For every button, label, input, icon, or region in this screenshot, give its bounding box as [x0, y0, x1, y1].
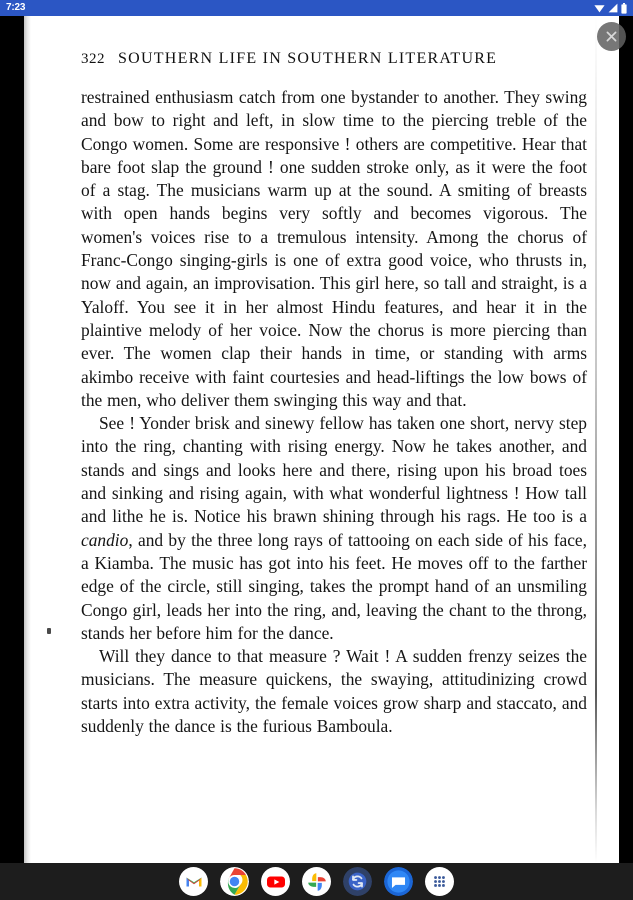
chrome-icon[interactable]	[220, 867, 249, 896]
page-text-content	[24, 16, 619, 738]
paragraph	[81, 412, 587, 645]
paragraph-lead-text: See ! Yonder brisk and sinewy fellow has taken one short, nervy step into the ring, chanting with rising energy. Now he takes another, and stands and sings and looks here and there, rising upon his broad toes and sinking and rising again, with what wonderful lightness ! How tall and lithe he is. Notice his brawn shining through his rags. He too is a	[81, 413, 587, 527]
document-viewport[interactable]	[0, 16, 633, 863]
app-dock	[0, 863, 633, 900]
wifi-icon	[594, 3, 605, 13]
paragraph-tail-text: , and by the three long rays of tattooing on each side of his face, a Kiamba. The music has got into his feet. He moves off to the farther edge of the circle, still singing, takes the prompt hand of an unsmiling Congo girl, leads her into the ring, and, leaving the chant to the throng, stands her before him for the dance.	[81, 529, 587, 643]
cellular-signal-icon	[608, 3, 618, 13]
italic-term: candio	[81, 529, 129, 550]
app-drawer-icon[interactable]	[425, 867, 454, 896]
status-bar-clock: 7:23	[6, 2, 26, 13]
battery-icon	[621, 3, 627, 14]
book-page[interactable]	[24, 16, 619, 863]
paragraph: restrained enthusiasm catch from one bystander to another. They swing and bow to right and left, in slow time to the piercing treble of the Congo women. Some are responsive ! others are competitive. Hear that bare foot slap the ground ! one sudden stroke only, as it were the foot of a stag. The musicians warm up at the sound. A smiting of breasts with open hands begins very softly and becomes vigorous. The women's voices rise to a tremulous intensity. Among the chorus of Franc-Congo singing-girls is one of extra good voice, who thrusts in, now and again, an improvisation. This girl here, so tall and straight, is a Yaloff. You see it in her almost Hindu features, and hear it in the plaintive melody of her voice. Now the chorus is more piercing than ever. The women clap their hands in time, or standing with arms akimbo receive with faint courtesies and head-liftings the low bows of the men, who deliver them swinging this way and that.	[81, 87, 587, 410]
running-head	[81, 50, 587, 68]
messages-icon[interactable]	[384, 867, 413, 896]
status-bar-icons	[594, 3, 627, 14]
google-photos-icon[interactable]	[302, 867, 331, 896]
running-head-title: SOUTHERN LIFE IN SOUTHERN LITERATURE	[118, 50, 498, 67]
close-button[interactable]	[597, 22, 626, 51]
paragraph: Will they dance to that measure ? Wait ! A sudden frenzy seizes the musicians. The measure quickens, the swaying, attitudinizing crowd starts into extra activity, the female voices grow sharp and staccato, and suddenly the dance is the furious Bamboula.	[81, 646, 587, 737]
status-bar	[0, 0, 633, 16]
gmail-icon[interactable]	[179, 867, 208, 896]
sync-icon[interactable]	[343, 867, 372, 896]
page-number: 322	[81, 51, 105, 67]
close-icon	[604, 29, 619, 44]
youtube-icon[interactable]	[261, 867, 290, 896]
